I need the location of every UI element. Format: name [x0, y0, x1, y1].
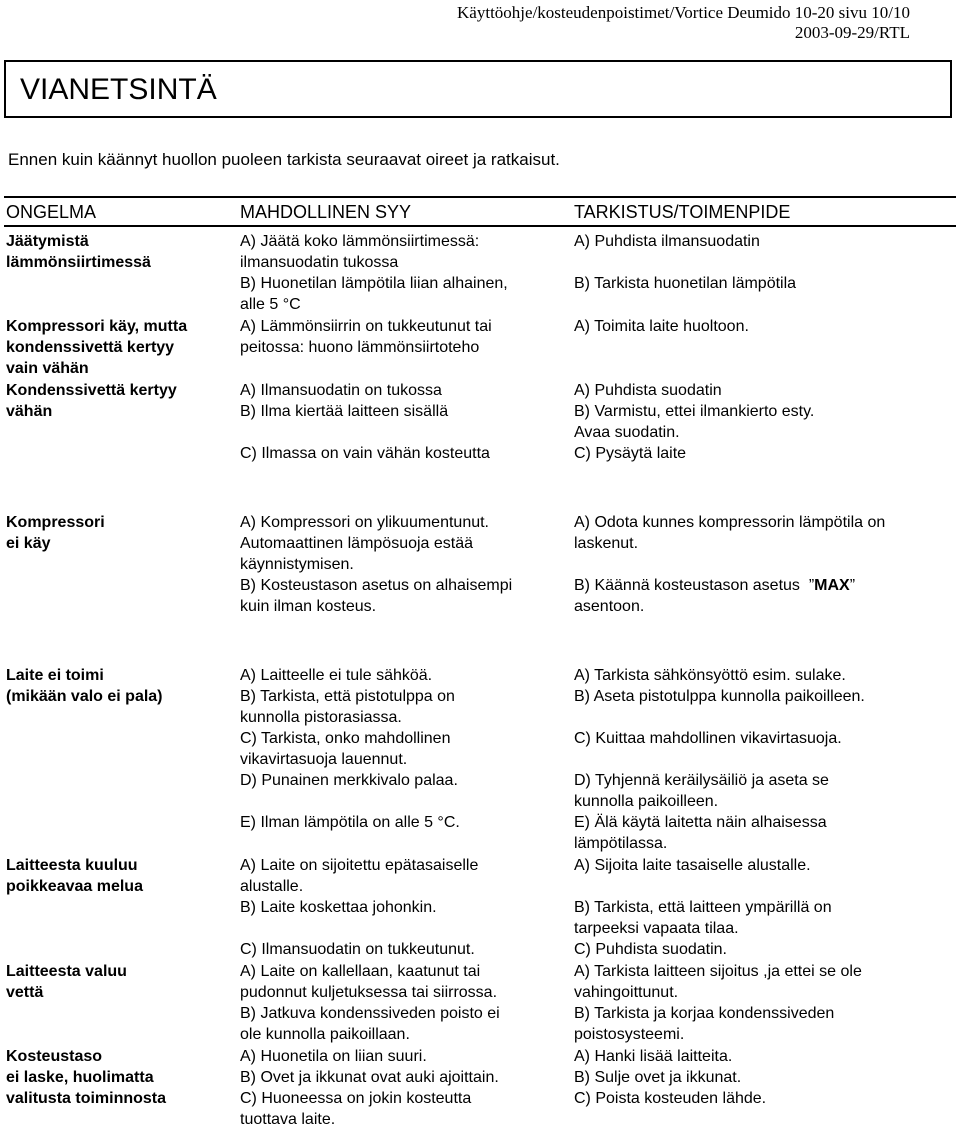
cell-text-line: C) Ilmansuodatin on tukkeutunut.: [240, 941, 475, 958]
cause-cell: [238, 316, 572, 380]
cell-text-line: C) Pysäytä laite: [574, 445, 687, 462]
table-row: [4, 855, 956, 961]
table-row: [4, 961, 956, 1046]
problem-cell: [4, 226, 238, 316]
cell-text-line: Jäätymistä: [6, 233, 89, 250]
blank-line: [240, 833, 570, 854]
action-cell: [572, 226, 956, 316]
cell-text-line: A) Hanki lisää laitteita.: [574, 1048, 733, 1065]
cell-text-line: A) Puhdista suodatin: [574, 382, 722, 399]
cell-text-line: B) Huonetilan lämpötila liian alhainen,: [240, 275, 508, 292]
cell-text-line: kondenssivettä kertyy: [6, 339, 175, 356]
cell-text-line: vahingoittunut.: [574, 984, 679, 1001]
problem-cell: [4, 316, 238, 380]
cell-text-line: C) Kuittaa mahdollinen vikavirtasuoja.: [574, 730, 842, 747]
cell-text-line: A) Kompressori on ylikuumentunut.: [240, 514, 489, 531]
cell-text-line: B) Tarkista, että pistotulppa on: [240, 688, 455, 705]
cell-text-line: C) Tarkista, onko mahdollinen: [240, 730, 451, 747]
cell-text-line: B) Varmistu, ettei ilmankierto esty.: [574, 403, 815, 420]
cell-text-line: C) Poista kosteuden lähde.: [574, 1090, 767, 1107]
cell-text-line: Avaa suodatin.: [574, 424, 680, 441]
cell-text-line: B) Ilma kiertää laitteen sisällä: [240, 403, 449, 420]
problem-cell: [4, 380, 238, 512]
cell-text-line: kunnolla pistorasiassa.: [240, 709, 402, 726]
cell-text-line: Kompressori käy, mutta: [6, 318, 188, 335]
intro-text: Ennen kuin käännyt huollon puoleen tarkista seuraavat oireet ja ratkaisut.: [8, 150, 560, 169]
table-row: [4, 512, 956, 665]
cell-text-line: E) Älä käytä laitetta näin alhaisessa: [574, 814, 827, 831]
cell-text-line: D) Tyhjennä keräilysäiliö ja aseta se: [574, 772, 829, 789]
blank-line: [240, 918, 570, 939]
cell-text-line: B) Sulje ovet ja ikkunat.: [574, 1069, 742, 1086]
cell-text-line: B) Tarkista, että laitteen ympärillä on: [574, 899, 832, 916]
cell-text-line: tarpeeksi vapaata tilaa.: [574, 920, 739, 937]
cell-text-line: B) Käännä kosteustason asetus ”MAX”: [574, 577, 856, 594]
cell-text-line: kunnolla paikoilleen.: [574, 793, 719, 810]
cell-text-line: (mikään valo ei pala): [6, 688, 163, 705]
cell-text-line: ei käy: [6, 535, 51, 552]
cell-text-line: laskenut.: [574, 535, 639, 552]
blank-line: [574, 554, 954, 575]
table-row: [4, 226, 956, 316]
cell-text-line: A) Puhdista ilmansuodatin: [574, 233, 760, 250]
page-header: [457, 3, 910, 43]
table-header-row: [4, 197, 956, 226]
cell-text-line: pudonnut kuljetuksessa tai siirrossa.: [240, 984, 498, 1001]
cell-text-line: B) Tarkista ja korjaa kondenssiveden: [574, 1005, 835, 1022]
cell-text-line: A) Huonetila on liian suuri.: [240, 1048, 427, 1065]
column-header-cause: MAHDOLLINEN SYY: [238, 197, 572, 226]
cell-text-line: A) Odota kunnes kompressorin lämpötila on: [574, 514, 886, 531]
cell-text-line: valitusta toiminnosta: [6, 1090, 167, 1107]
header-document-info: Käyttöohje/kosteudenpoistimet/Vortice Deumido 10-20 sivu 10/10: [457, 3, 910, 22]
cause-cell: [238, 855, 572, 961]
blank-line: [240, 617, 570, 638]
cell-text-line: asentoon.: [574, 598, 645, 615]
cell-text-line: A) Jäätä koko lämmönsiirtimessä:: [240, 233, 480, 250]
cell-text-line: B) Aseta pistotulppa kunnolla paikoilleen.: [574, 688, 865, 705]
cell-text-line: A) Ilmansuodatin on tukossa: [240, 382, 442, 399]
cell-text-line: Automaattinen lämpösuoja estää: [240, 535, 474, 552]
cell-text-line: A) Sijoita laite tasaiselle alustalle.: [574, 857, 811, 874]
cell-text-line: B) Ovet ja ikkunat ovat auki ajoittain.: [240, 1069, 499, 1086]
cell-text-line: tuottava laite.: [240, 1111, 336, 1128]
action-cell: [572, 316, 956, 380]
cell-text-line: vikavirtasuoja lauennut.: [240, 751, 408, 768]
cell-text-line: A) Toimita laite huoltoon.: [574, 318, 749, 335]
cell-text-line: ei laske, huolimatta: [6, 1069, 154, 1086]
cell-text-line: A) Tarkista sähkönsyöttö esim. sulake.: [574, 667, 846, 684]
cell-text-line: peitossa: huono lämmönsiirtoteho: [240, 339, 480, 356]
cell-text-line: B) Kosteustason asetus on alhaisempi: [240, 577, 513, 594]
cell-text-line: C) Puhdista suodatin.: [574, 941, 727, 958]
cell-text-line: Laite ei toimi: [6, 667, 104, 684]
action-cell: [572, 512, 956, 665]
cause-cell: [238, 961, 572, 1046]
cell-text-line: B) Jatkuva kondenssiveden poisto ei: [240, 1005, 500, 1022]
problem-cell: [4, 961, 238, 1046]
blank-line: [574, 749, 954, 770]
cell-text-line: D) Punainen merkkivalo palaa.: [240, 772, 458, 789]
title-box: [4, 60, 952, 118]
cell-text-line: vain vähän: [6, 360, 89, 377]
cell-text-line: vettä: [6, 984, 44, 1001]
header-date: 2003-09-29/RTL: [794, 23, 910, 42]
cause-cell: [238, 226, 572, 316]
table-row: [4, 380, 956, 512]
cell-text-line: vähän: [6, 403, 53, 420]
cell-text-line: B) Laite koskettaa johonkin.: [240, 899, 437, 916]
cell-text-line: B) Tarkista huonetilan lämpötila: [574, 275, 797, 292]
cell-text-line: lämmönsiirtimessä: [6, 254, 151, 271]
column-header-action: TARKISTUS/TOIMENPIDE: [572, 197, 956, 226]
cell-text-line: poikkeavaa melua: [6, 878, 143, 895]
problem-cell: [4, 855, 238, 961]
cell-text-line: C) Ilmassa on vain vähän kosteutta: [240, 445, 490, 462]
cell-text-line: kuin ilman kosteus.: [240, 598, 377, 615]
cell-text-line: C) Huoneessa on jokin kosteutta: [240, 1090, 472, 1107]
troubleshooting-table: [4, 196, 956, 1131]
page-title: VIANETSINTÄ: [20, 73, 217, 106]
cause-cell: [238, 512, 572, 665]
cause-cell: [238, 665, 572, 855]
cell-text-line: alle 5 °C: [240, 296, 301, 313]
problem-cell: [4, 1046, 238, 1131]
problem-cell: [4, 665, 238, 855]
action-cell: [572, 961, 956, 1046]
blank-line: [574, 252, 954, 273]
cell-text-line: A) Laite on sijoitettu epätasaiselle: [240, 857, 479, 874]
cell-text-line: ilmansuodatin tukossa: [240, 254, 399, 271]
blank-line: [240, 464, 570, 485]
table-row: [4, 316, 956, 380]
cell-text-line: Laitteesta valuu: [6, 963, 127, 980]
cell-text-line: lämpötilassa.: [574, 835, 668, 852]
blank-line: [574, 876, 954, 897]
cell-text-line: poistosysteemi.: [574, 1026, 685, 1043]
table-row: [4, 1046, 956, 1131]
action-cell: [572, 380, 956, 512]
problem-cell: [4, 512, 238, 665]
cell-text-line: A) Laite on kallellaan, kaatunut tai: [240, 963, 481, 980]
action-cell: [572, 855, 956, 961]
cell-text-line: A) Lämmönsiirrin on tukkeutunut tai: [240, 318, 492, 335]
table-row: [4, 665, 956, 855]
column-header-problem: ONGELMA: [4, 197, 238, 226]
cause-cell: [238, 380, 572, 512]
cell-text-line: Kosteustaso: [6, 1048, 103, 1065]
cell-text-line: E) Ilman lämpötila on alle 5 °C.: [240, 814, 460, 831]
max-setting-text: MAX: [814, 577, 850, 594]
action-cell: [572, 665, 956, 855]
blank-line: [240, 422, 570, 443]
action-cell: [572, 1046, 956, 1131]
cell-text-line: A) Tarkista laitteen sijoitus ,ja ettei se ole: [574, 963, 862, 980]
cell-text-line: ole kunnolla paikoillaan.: [240, 1026, 410, 1043]
cell-text-line: Laitteesta kuuluu: [6, 857, 138, 874]
cause-cell: [238, 1046, 572, 1131]
blank-line: [574, 707, 954, 728]
cell-text-line: Kondenssivettä kertyy: [6, 382, 177, 399]
blank-line: [240, 791, 570, 812]
cell-text-line: A) Laitteelle ei tule sähköä.: [240, 667, 433, 684]
cell-text-line: Kompressori: [6, 514, 105, 531]
cell-text-line: alustalle.: [240, 878, 304, 895]
cell-text-line: käynnistymisen.: [240, 556, 354, 573]
